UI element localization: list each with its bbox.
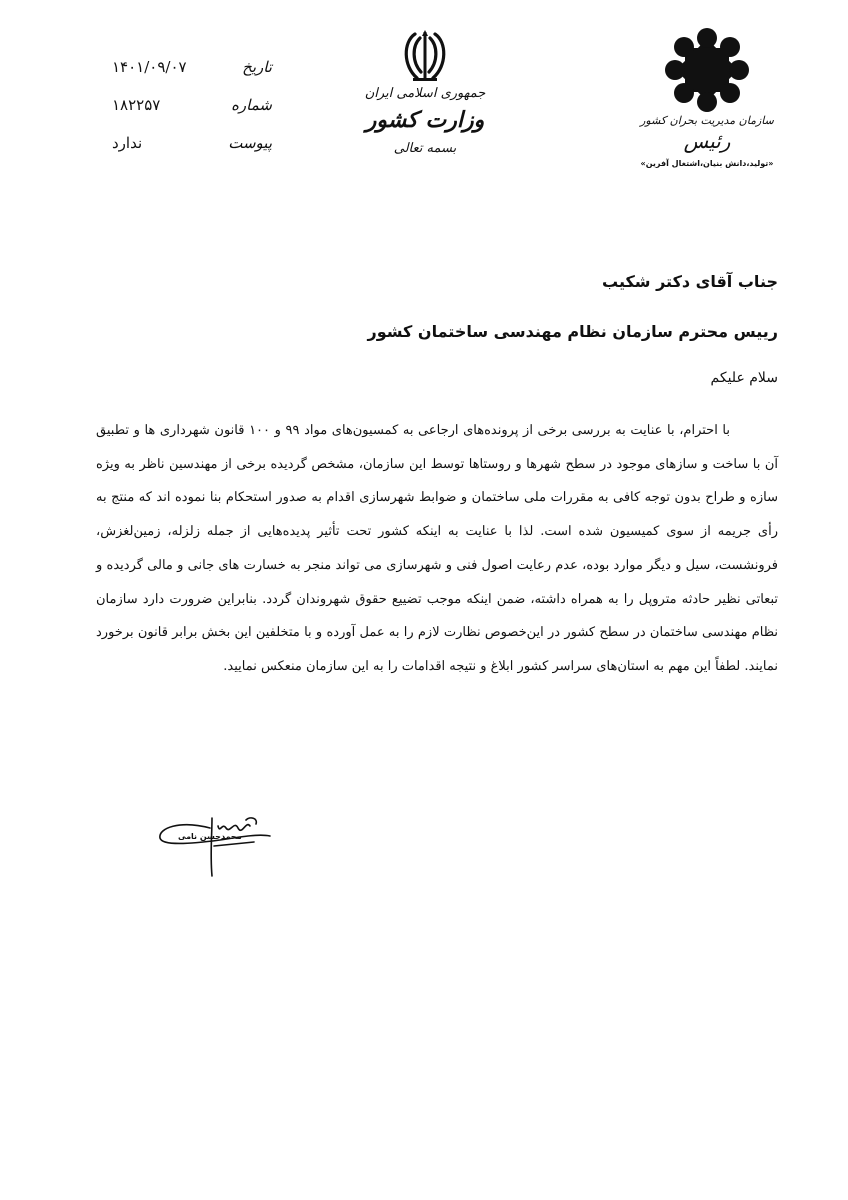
meta-date-value: ۱۴۰۱/۰۹/۰۷: [112, 58, 187, 76]
crisis-management-logo-icon: [665, 28, 749, 112]
signature: [150, 806, 350, 886]
meta-date-label: تاریخ: [242, 58, 272, 76]
ministry-name: وزارت کشور: [365, 107, 485, 133]
meta-date-row: [112, 58, 272, 96]
meta-attachment-value: ندارد: [112, 134, 143, 152]
signature-scribble-icon: [150, 806, 350, 886]
meta-number-row: [112, 96, 272, 134]
meta-number-value: ۱۸۲۲۵۷: [112, 96, 161, 114]
greeting: سلام علیکم: [710, 370, 778, 386]
iran-emblem-icon: [399, 28, 451, 84]
meta-number-label: شماره: [231, 96, 272, 114]
organization-header: [632, 28, 782, 168]
letter-body: با احترام، با عنایت به بررسی برخی از پرونده‌های ارجاعی به کمسیون‌های مواد ۹۹ و ۱۰۰ قانون شهرداری ها و تطبیق آن با ساخت و سازهای موجود در سطح شهرها و روستاها توسط این سازمان، مشخص گردیده برخی از مهندسین ناظر به ویژه سازه و طراح بدون توجه کافی به مقررات ملی ساختمان و ضوابط شهرسازی اقدام به صدور استحکام بنا نموده اند که منتج به رأی جریمه از سوی کمیسیون شده است. لذا با عنایت به اینکه کشور تحت تأثیر پدیده‌هایی از جمله زلزله، زمین‌لغزش، فرونشست، سیل و دیگر موارد بوده، عدم رعایت اصول فنی و شهرسازی می تواند منجر به خسارت های جانی و مالی گردیده و تبعاتی نظیر حادثه متروپل را به همراه داشته، ضمن اینکه موجب تضییع حقوق شهروندان گردد. بنابراین ضرورت دارد سازمان نظام مهندسی ساختمان در سطح کشور در این‌خصوص نظارت لازم را به عمل آورده و با متخلفین این بخش برابر قانون برخورد نمایند. لطفاً این مهم به استان‌های سراسر کشور ابلاغ و نتیجه اقدامات را به این سازمان منعکس نمایید.: [96, 423, 778, 674]
meta-attachment-row: [112, 134, 272, 172]
recipient-title: رییس محترم سازمان نظام مهندسی ساختمان کشور: [367, 322, 778, 341]
letter-meta: [112, 58, 272, 172]
signer-name: محمدحسن نامی: [178, 832, 242, 841]
organization-slogan: «تولید،دانش بنیان،اشتغال آفرین»: [640, 159, 774, 168]
recipient-name: جناب آقای دکتر شکیب: [602, 272, 778, 291]
meta-attachment-label: پیوست: [228, 134, 272, 152]
organization-role: رئیس: [683, 129, 731, 153]
basmala: بسمه تعالی: [393, 141, 457, 156]
ministry-header: [360, 28, 490, 156]
organization-name: سازمان مدیریت بحران کشور: [640, 114, 774, 127]
ministry-country: جمهوری اسلامی ایران: [364, 86, 486, 101]
